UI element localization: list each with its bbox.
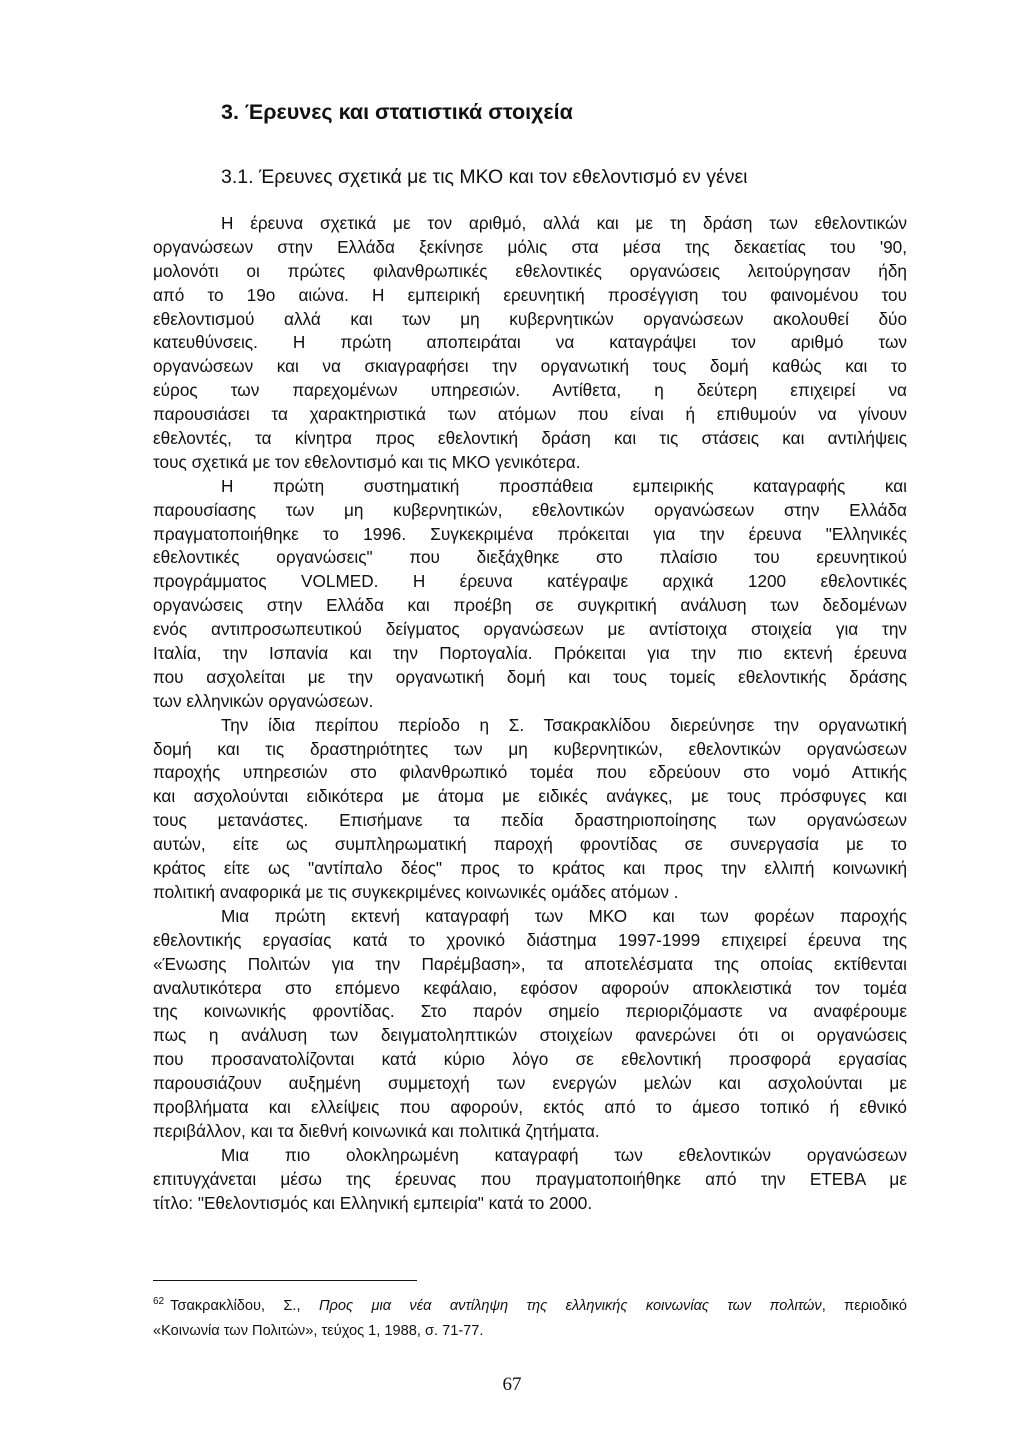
text-line: εθελοντισμού αλλά και των μη κυβερνητικών οργανώσεων ακολουθεί δύο bbox=[153, 308, 907, 329]
text-line: τους μετανάστες. Επισήμανε τα πεδία δραστηριοποίησης των οργανώσεων bbox=[153, 810, 907, 831]
text-line: πραγματοποιήθηκε το 1996. Συγκεκριμένα πρόκειται για την έρευνα "Ελληνικές bbox=[153, 523, 907, 544]
page-number: 67 bbox=[502, 1374, 522, 1395]
text-line: που ασχολείται με την οργανωτική δομή και τους τομείς εθελοντικής δράσης bbox=[153, 666, 907, 687]
footnote bbox=[153, 1289, 907, 1344]
text-line: μολονότι οι πρώτες φιλανθρωπικές εθελοντικές οργανώσεις λειτούργησαν ήδη bbox=[153, 260, 907, 281]
text-line: εθελοντικές οργανώσεις" που διεξάχθηκε στο πλαίσιο του ερευνητικού bbox=[153, 547, 907, 568]
body-text bbox=[153, 212, 907, 1215]
text-line: οργανώσεων και να σκιαγραφήσει την οργανωτική τους δομή καθώς και το bbox=[153, 356, 907, 377]
section-heading: 3. Έρευνες και στατιστικά στοιχεία bbox=[221, 100, 573, 124]
text-line: πως η ανάλυση των δειγματοληπτικών στοιχείων φανερώνει ότι οι οργανώσεις bbox=[153, 1025, 907, 1046]
text-line: της κοινωνικής φροντίδας. Στο παρόν σημείο περιοριζόμαστε να αναφέρουμε bbox=[153, 1001, 907, 1022]
text-line: Η έρευνα σχετικά με τον αριθμό, αλλά και με τη δράση των εθελοντικών bbox=[221, 213, 907, 233]
text-line: οργανώσεις στην Ελλάδα και προέβη σε συγκριτική ανάλυση των δεδομένων bbox=[153, 595, 907, 616]
text-line: τίτλο: "Εθελοντισμός και Ελληνική εμπειρία" κατά το 2000. bbox=[153, 1192, 593, 1213]
footnote-line-1 bbox=[153, 1289, 907, 1319]
text-line: ενός αντιπροσωπευτικού δείγματος οργανώσεων με αντίστοιχα στοιχεία για την bbox=[153, 619, 907, 640]
text-line: που προσανατολίζονται κατά κύριο λόγο σε εθελοντική προσφορά εργασίας bbox=[153, 1049, 907, 1070]
text-line: των ελληνικών οργανώσεων. bbox=[153, 690, 374, 711]
text-line: παρουσιάζουν αυξημένη συμμετοχή των ενεργών μελών και ασχολούνται με bbox=[153, 1073, 907, 1094]
text-line: εθελοντές, τα κίνητρα προς εθελοντική δράση και τις στάσεις και αντιλήψεις bbox=[153, 428, 907, 449]
text-line: επιτυγχάνεται μέσω της έρευνας που πραγματοποιήθηκε από την ΕΤΕΒΑ με bbox=[153, 1168, 907, 1189]
footnote-author: Τσακρακλίδου, Σ., bbox=[170, 1298, 319, 1314]
text-line: και ασχολούνται ειδικότερα με άτομα με ειδικές ανάγκες, με τους πρόσφυγες και bbox=[153, 786, 907, 807]
text-line: προβλήματα και ελλείψεις που αφορούν, εκτός από το άμεσο τοπικό ή εθνικό bbox=[153, 1096, 907, 1117]
footnote-divider bbox=[153, 1280, 417, 1281]
footnote-number: 62 bbox=[153, 1296, 165, 1307]
text-line: κατευθύνσεις. Η πρώτη αποπειράται να καταγράψει τον αριθμό των bbox=[153, 332, 907, 353]
text-line: εύρος των παρεχομένων υπηρεσιών. Αντίθετα, η δεύτερη επιχειρεί να bbox=[153, 380, 907, 401]
text-line: παρουσίασης των μη κυβερνητικών, εθελοντικών οργανώσεων στην Ελλάδα bbox=[153, 499, 907, 520]
text-line: Μια πιο ολοκληρωμένη καταγραφή των εθελοντικών οργανώσεων bbox=[221, 1144, 907, 1165]
text-line: οργανώσεων στην Ελλάδα ξεκίνησε μόλις στα μέσα της δεκαετίας του '90, bbox=[153, 236, 907, 257]
text-line: παρουσιάσει τα χαρακτηριστικά των ατόμων που είναι ή επιθυμούν να γίνουν bbox=[153, 404, 907, 425]
text-line: πολιτική αναφορικά με τις συγκεκριμένες κοινωνικές ομάδες ατόμων . bbox=[153, 881, 679, 902]
text-line: από το 19ο αιώνα. Η εμπειρική ερευνητική προσέγγιση του φαινομένου του bbox=[153, 284, 907, 305]
text-line: προγράμματος VOLMED. Η έρευνα κατέγραψε αρχικά 1200 εθελοντικές bbox=[153, 571, 907, 592]
footnote-line-2: «Κοινωνία των Πολιτών», τεύχος 1, 1988, σ. 71-77. bbox=[153, 1323, 484, 1339]
text-line: Ιταλία, την Ισπανία και την Πορτογαλία. Πρόκειται για την πιο εκτενή έρευνα bbox=[153, 643, 907, 664]
subsection-heading: 3.1. Έρευνες σχετικά με τις ΜΚΟ και τον εθελοντισμό εν γένει bbox=[221, 166, 748, 188]
text-line: εθελοντικής εργασίας κατά το χρονικό διάστημα 1997-1999 επιχειρεί έρευνα της bbox=[153, 929, 907, 950]
text-line: τους σχετικά με τον εθελοντισμό και τις ΜΚΟ γενικότερα. bbox=[153, 451, 581, 472]
text-line: Μια πρώτη εκτενή καταγραφή των ΜΚΟ και των φορέων παροχής bbox=[221, 905, 907, 926]
text-line: Την ίδια περίπου περίοδο η Σ. Τσακρακλίδου διερεύνησε την οργανωτική bbox=[221, 714, 907, 735]
footnote-title: Προς μια νέα αντίληψη της ελληνικής κοινωνίας των πολιτών bbox=[318, 1298, 822, 1314]
footnote-source: , περιοδικό bbox=[821, 1298, 907, 1314]
text-line: Η πρώτη συστηματική προσπάθεια εμπειρικής καταγραφής και bbox=[221, 475, 907, 496]
text-line: «Ένωσης Πολιτών για την Παρέμβαση», τα αποτελέσματα της οποίας εκτίθενται bbox=[153, 953, 907, 974]
text-line: αναλυτικότερα στο επόμενο κεφάλαιο, εφόσον αφορούν αποκλειστικά τον τομέα bbox=[153, 977, 907, 998]
text-line: περιβάλλον, και τα διεθνή κοινωνικά και πολιτικά ζητήματα. bbox=[153, 1120, 600, 1141]
text-line: αυτών, είτε ως συμπληρωματική παροχή φροντίδας σε συνεργασία με το bbox=[153, 834, 907, 855]
text-line: κράτος είτε ως "αντίπαλο δέος" προς το κράτος και προς την ελλιπή κοινωνική bbox=[153, 858, 907, 879]
text-line: δομή και τις δραστηριότητες των μη κυβερνητικών, εθελοντικών οργανώσεων bbox=[153, 738, 907, 759]
text-line: παροχής υπηρεσιών στο φιλανθρωπικό τομέα που εδρεύουν στο νομό Αττικής bbox=[153, 762, 907, 783]
